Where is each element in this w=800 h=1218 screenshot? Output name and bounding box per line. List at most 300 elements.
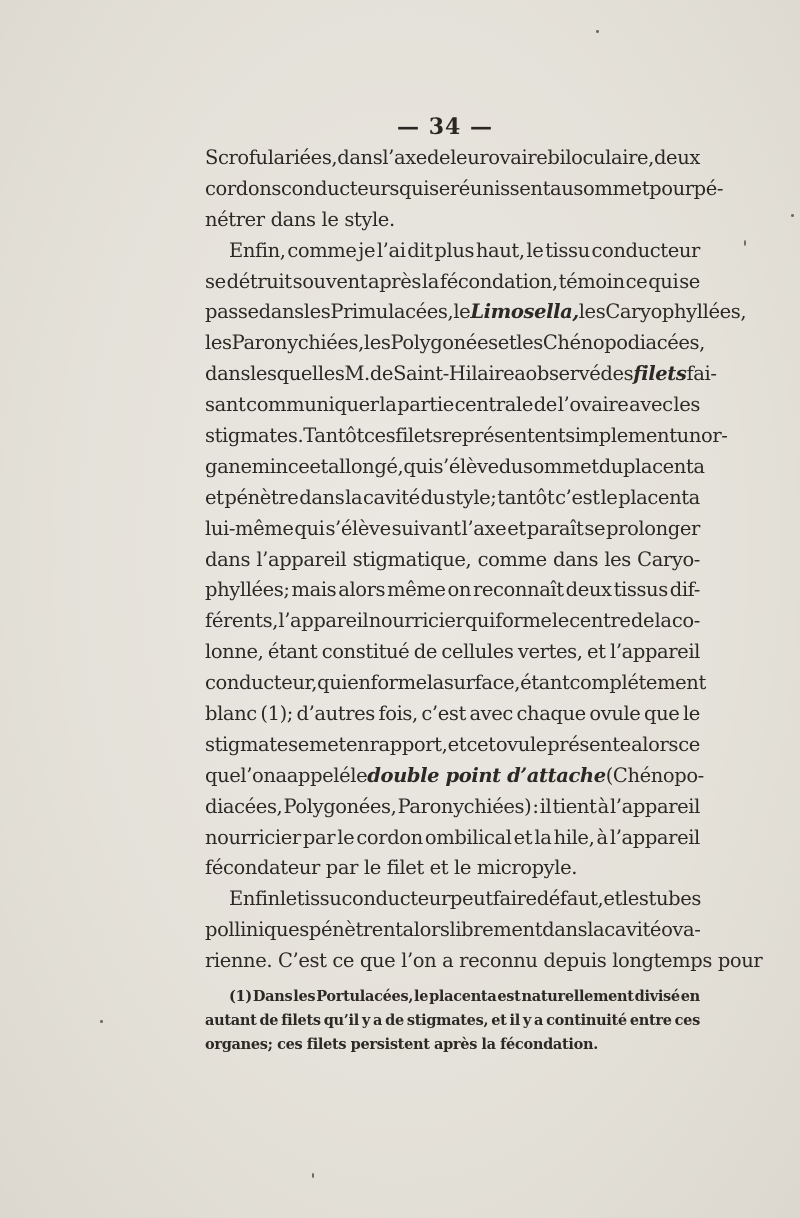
word: naturellement bbox=[521, 988, 634, 1005]
text-line bbox=[205, 328, 705, 359]
word: avec bbox=[469, 702, 513, 726]
word: l’ovaire bbox=[557, 393, 629, 417]
word: reconnaît bbox=[472, 578, 564, 602]
word: férents, bbox=[205, 609, 279, 633]
italic-term: filets bbox=[633, 362, 687, 386]
word: à bbox=[597, 794, 609, 818]
word: dit bbox=[407, 238, 433, 262]
word: appelé bbox=[286, 763, 351, 787]
word: alors bbox=[338, 578, 386, 602]
word: dans bbox=[542, 918, 588, 942]
text-line bbox=[205, 421, 728, 452]
word: c’est bbox=[421, 702, 466, 726]
word: et bbox=[491, 1012, 507, 1029]
word: et bbox=[587, 640, 606, 664]
word: chaque bbox=[516, 702, 586, 726]
word: Enfin, bbox=[229, 238, 286, 262]
word: Chénopodiacées, bbox=[542, 331, 705, 355]
word: stigmates, bbox=[406, 1012, 489, 1029]
text-line bbox=[205, 483, 700, 514]
word: stigmatique, bbox=[352, 547, 472, 571]
word: sommet bbox=[522, 454, 599, 478]
word: on bbox=[447, 578, 472, 602]
word: ce bbox=[678, 732, 700, 756]
word: forme bbox=[370, 671, 427, 695]
word: ces bbox=[363, 424, 396, 448]
word: biloculaire, bbox=[547, 146, 654, 169]
word: et bbox=[513, 825, 533, 849]
word: ovule bbox=[495, 732, 547, 756]
word: Caryo- bbox=[637, 547, 700, 571]
word: le bbox=[414, 988, 429, 1005]
word: s’élève bbox=[325, 516, 391, 540]
word: continuité bbox=[546, 1012, 627, 1029]
word: alors bbox=[402, 918, 450, 942]
word: et bbox=[309, 454, 328, 478]
word: la bbox=[345, 485, 363, 509]
word: le bbox=[682, 702, 700, 726]
word: longtemps bbox=[612, 949, 712, 973]
word: avec bbox=[629, 393, 673, 417]
word: la bbox=[587, 918, 605, 942]
word: en bbox=[680, 988, 700, 1005]
word: pénètrent bbox=[308, 918, 403, 942]
word: Scrofulariées, bbox=[205, 146, 338, 169]
word: tissu bbox=[296, 887, 342, 911]
word: centre bbox=[569, 609, 631, 633]
word: Portulacées, bbox=[316, 988, 414, 1005]
word: l’appareil bbox=[278, 609, 369, 633]
word: un bbox=[676, 424, 701, 448]
word: pé- bbox=[693, 176, 724, 200]
word: dans bbox=[205, 362, 251, 386]
word: Polygonées, bbox=[283, 794, 397, 818]
word: tantôt bbox=[497, 485, 555, 509]
word: le bbox=[337, 825, 355, 849]
word: est bbox=[497, 988, 521, 1005]
word: l’on bbox=[401, 949, 437, 973]
word: cavité bbox=[604, 918, 662, 942]
text-line bbox=[205, 915, 700, 946]
word: les bbox=[205, 331, 232, 355]
text-line bbox=[205, 174, 724, 205]
word: le bbox=[600, 485, 618, 509]
word: témoin bbox=[558, 269, 625, 293]
word: style; bbox=[445, 485, 497, 509]
word: pour bbox=[717, 949, 763, 973]
word: mince bbox=[251, 454, 310, 478]
word: stigmates. bbox=[205, 424, 304, 448]
word: a bbox=[534, 1012, 544, 1029]
word: placenta bbox=[622, 454, 705, 478]
paper-speck bbox=[791, 214, 794, 217]
word: de bbox=[426, 146, 451, 169]
word: suivant bbox=[391, 516, 461, 540]
word: que bbox=[205, 763, 241, 787]
text-line bbox=[205, 637, 700, 668]
word: le bbox=[526, 238, 544, 262]
word: autant bbox=[205, 1012, 257, 1029]
word: les bbox=[578, 300, 606, 324]
word: de bbox=[413, 640, 437, 664]
word: s’élève bbox=[433, 454, 499, 478]
word: dans bbox=[553, 547, 599, 571]
word: et bbox=[603, 887, 622, 911]
text-line bbox=[205, 823, 700, 854]
word: paraît bbox=[526, 516, 584, 540]
word: l’on bbox=[240, 763, 276, 787]
word: étant bbox=[267, 640, 318, 664]
word: se bbox=[288, 732, 309, 756]
word: qui bbox=[648, 269, 679, 293]
text-line bbox=[205, 236, 700, 267]
word: lui-même bbox=[205, 516, 294, 540]
text-line bbox=[205, 730, 700, 761]
word: placenta bbox=[429, 988, 497, 1005]
word: le bbox=[321, 207, 339, 231]
word: et bbox=[497, 331, 517, 355]
word: nétrer bbox=[205, 207, 265, 231]
word: faire bbox=[492, 887, 537, 911]
word: les bbox=[673, 393, 700, 417]
word: partie bbox=[397, 393, 454, 417]
word: co- bbox=[671, 609, 700, 633]
word: conducteur, bbox=[205, 671, 318, 695]
word: placenta bbox=[618, 485, 700, 509]
word: observé bbox=[525, 362, 601, 386]
word: or- bbox=[700, 424, 728, 448]
paper-speck bbox=[596, 30, 599, 33]
word: se bbox=[584, 516, 606, 540]
word: centrale bbox=[454, 393, 533, 417]
word: comme bbox=[287, 238, 357, 262]
word: cordons bbox=[205, 176, 281, 200]
italic-term: Limosella, bbox=[470, 300, 579, 324]
word: du bbox=[498, 454, 523, 478]
word: deux bbox=[653, 146, 700, 169]
word: de bbox=[369, 362, 394, 386]
word: je bbox=[358, 238, 376, 262]
word: Paronychiées, bbox=[231, 331, 364, 355]
word: par bbox=[325, 856, 359, 880]
word: se bbox=[679, 269, 700, 293]
word: organes; bbox=[205, 1036, 273, 1053]
paper-speck bbox=[312, 1173, 314, 1178]
word: qui bbox=[464, 609, 495, 633]
word: Enfin bbox=[229, 887, 280, 911]
text-line bbox=[205, 575, 700, 606]
word: prolonger bbox=[606, 516, 700, 540]
word: reconnu bbox=[459, 949, 538, 973]
word: de bbox=[259, 1012, 279, 1029]
word: même bbox=[387, 578, 446, 602]
text-line bbox=[205, 853, 700, 884]
text-line bbox=[205, 205, 700, 236]
word: rienne. bbox=[205, 949, 273, 973]
word: de bbox=[385, 1012, 404, 1029]
word: l’ai bbox=[376, 238, 406, 262]
word: constitué bbox=[321, 640, 410, 664]
word: fai- bbox=[686, 362, 717, 386]
word: vertes, bbox=[517, 640, 583, 664]
word: diacées, bbox=[205, 794, 283, 818]
word: la bbox=[426, 671, 444, 695]
word: souvent bbox=[292, 269, 368, 293]
word: pour bbox=[649, 176, 694, 200]
word: cordon bbox=[356, 825, 423, 849]
word: dans bbox=[270, 207, 316, 231]
word: l’axe bbox=[382, 146, 427, 169]
word: des bbox=[600, 362, 634, 386]
word: la bbox=[481, 1036, 496, 1053]
word: filets bbox=[395, 424, 442, 448]
word: qui bbox=[399, 176, 430, 200]
word: le bbox=[363, 856, 381, 880]
word: y bbox=[522, 1012, 532, 1029]
word: filet bbox=[386, 856, 424, 880]
word: a bbox=[442, 949, 454, 973]
word: filets bbox=[281, 1012, 321, 1029]
word: et bbox=[429, 856, 449, 880]
word: hile, bbox=[553, 825, 595, 849]
word: étant bbox=[520, 671, 570, 695]
word: simplement bbox=[565, 424, 677, 448]
word: a bbox=[514, 362, 526, 386]
word: cellules bbox=[441, 640, 514, 664]
word: complétement bbox=[569, 671, 706, 695]
word: dif- bbox=[669, 578, 700, 602]
word: le bbox=[454, 856, 472, 880]
word: (1); bbox=[260, 702, 293, 726]
word: filets bbox=[306, 1036, 347, 1053]
word: la bbox=[654, 609, 672, 633]
word: sant bbox=[205, 393, 246, 417]
text-line bbox=[205, 359, 717, 390]
word: les bbox=[293, 988, 316, 1005]
text-line bbox=[205, 267, 700, 298]
footnote bbox=[205, 985, 700, 1057]
word: polliniques bbox=[205, 918, 309, 942]
word: ovule bbox=[589, 702, 641, 726]
word: qui bbox=[403, 454, 434, 478]
word: Paronychiées) bbox=[397, 794, 532, 818]
word: qui bbox=[294, 516, 325, 540]
word: l’appareil bbox=[609, 825, 700, 849]
word: défaut, bbox=[536, 887, 604, 911]
word: les bbox=[604, 547, 631, 571]
word: se bbox=[429, 176, 450, 200]
word: conducteurs bbox=[280, 176, 400, 200]
word: fécondation. bbox=[500, 1036, 598, 1053]
word: détruit bbox=[226, 269, 292, 293]
word: surface, bbox=[443, 671, 521, 695]
word: (Chénopo- bbox=[605, 763, 704, 787]
word: en bbox=[346, 732, 370, 756]
word: ombilical bbox=[424, 825, 512, 849]
word: il bbox=[509, 1012, 520, 1029]
word: il bbox=[539, 794, 552, 818]
text-line bbox=[205, 792, 700, 823]
word: fécondation, bbox=[439, 269, 558, 293]
word: ces bbox=[277, 1036, 303, 1053]
word: que bbox=[359, 949, 396, 973]
word: que bbox=[644, 702, 680, 726]
word: cavité bbox=[363, 485, 420, 509]
word: depuis bbox=[543, 949, 607, 973]
word: se bbox=[205, 269, 226, 293]
word: du bbox=[598, 454, 623, 478]
word: représentent bbox=[441, 424, 566, 448]
word: librement bbox=[449, 918, 543, 942]
word: après bbox=[434, 1036, 478, 1053]
word: persistent bbox=[350, 1036, 430, 1053]
word: en bbox=[347, 671, 371, 695]
word: ce bbox=[332, 949, 355, 973]
word: qu’il bbox=[323, 1012, 359, 1029]
word: comme bbox=[477, 547, 547, 571]
text-line bbox=[205, 699, 700, 730]
word: de bbox=[630, 609, 655, 633]
body-text bbox=[205, 143, 763, 977]
word: gane bbox=[205, 454, 252, 478]
text-line bbox=[205, 143, 700, 174]
word: haut, bbox=[475, 238, 525, 262]
word: entre bbox=[629, 1012, 672, 1029]
word: communiquer bbox=[246, 393, 379, 417]
word: qui bbox=[317, 671, 348, 695]
word: Primulacées, bbox=[330, 300, 454, 324]
word: l’appareil bbox=[609, 794, 700, 818]
italic-term: double point d’attache bbox=[367, 763, 606, 787]
text-line bbox=[205, 884, 700, 915]
text-line bbox=[205, 390, 700, 421]
word: tissus bbox=[613, 578, 668, 602]
word: nourricier bbox=[205, 825, 301, 849]
word: Dans bbox=[252, 988, 293, 1005]
footnote-line bbox=[205, 985, 700, 1009]
word: peut bbox=[449, 887, 493, 911]
word: et bbox=[507, 516, 526, 540]
word: tubes bbox=[648, 887, 701, 911]
word: l’appareil bbox=[610, 640, 700, 664]
word: leur bbox=[450, 146, 489, 169]
word: les bbox=[621, 887, 649, 911]
word: Caryophyllées, bbox=[605, 300, 747, 324]
text-line bbox=[205, 545, 700, 576]
word: micropyle. bbox=[476, 856, 578, 880]
word: conducteur bbox=[341, 887, 450, 911]
word: a bbox=[275, 763, 287, 787]
word: du bbox=[420, 485, 445, 509]
word: les bbox=[303, 300, 331, 324]
word: passe bbox=[205, 300, 259, 324]
text-line bbox=[205, 452, 705, 483]
word: Polygonées bbox=[390, 331, 498, 355]
word: C’est bbox=[278, 949, 327, 973]
word: tient bbox=[552, 794, 597, 818]
text-line bbox=[205, 761, 704, 792]
word: d’autres bbox=[296, 702, 375, 726]
page-number: — 34 — bbox=[397, 114, 493, 140]
word: Tantôt bbox=[303, 424, 364, 448]
word: a bbox=[373, 1012, 383, 1029]
word: et bbox=[447, 732, 467, 756]
word: et bbox=[205, 485, 224, 509]
word: alors bbox=[631, 732, 679, 756]
word: nourricier bbox=[368, 609, 465, 633]
word: style. bbox=[344, 207, 395, 231]
word: deux bbox=[565, 578, 612, 602]
word: de bbox=[533, 393, 557, 417]
word: lonne, bbox=[205, 640, 264, 664]
word: y bbox=[361, 1012, 371, 1029]
word: dans bbox=[205, 547, 251, 571]
word: fécondateur bbox=[205, 856, 320, 880]
word: : bbox=[532, 794, 539, 818]
word: après bbox=[368, 269, 421, 293]
word: Saint-Hilaire bbox=[393, 362, 515, 386]
paper-speck bbox=[100, 1020, 103, 1023]
text-line bbox=[205, 606, 700, 637]
word: sommet bbox=[573, 176, 650, 200]
word: le bbox=[453, 300, 471, 324]
word: (1) bbox=[229, 988, 252, 1005]
word: le bbox=[350, 763, 368, 787]
word: le bbox=[279, 887, 297, 911]
word: lesquelles bbox=[250, 362, 345, 386]
word: la bbox=[379, 393, 397, 417]
word: à bbox=[596, 825, 608, 849]
footnote-line bbox=[205, 1033, 700, 1057]
word: c’est bbox=[555, 485, 600, 509]
word: fois, bbox=[378, 702, 418, 726]
word: l’appareil bbox=[256, 547, 347, 571]
word: la bbox=[534, 825, 552, 849]
word: dans bbox=[337, 146, 383, 169]
word: l’axe bbox=[461, 516, 507, 540]
word: ovaire bbox=[488, 146, 548, 169]
word: stigmate bbox=[205, 732, 288, 756]
word: ce bbox=[625, 269, 648, 293]
word: met bbox=[309, 732, 346, 756]
word: dans bbox=[299, 485, 345, 509]
word: rapport, bbox=[369, 732, 448, 756]
word: ces bbox=[674, 1012, 700, 1029]
word: conducteur bbox=[591, 238, 700, 262]
word: pénètre bbox=[224, 485, 299, 509]
word: forme bbox=[495, 609, 552, 633]
paper-speck bbox=[744, 240, 746, 246]
word: la bbox=[421, 269, 439, 293]
word: plus bbox=[434, 238, 475, 262]
footnote-line bbox=[205, 1009, 700, 1033]
word: allongé, bbox=[327, 454, 404, 478]
word: divisé bbox=[634, 988, 680, 1005]
word: réunissent bbox=[449, 176, 551, 200]
text-line bbox=[205, 514, 700, 545]
word: dans bbox=[258, 300, 304, 324]
text-line bbox=[205, 668, 706, 699]
word: ova- bbox=[661, 918, 701, 942]
word: tissu bbox=[545, 238, 590, 262]
word: phyllées; bbox=[205, 578, 290, 602]
word: les bbox=[516, 331, 543, 355]
word: présente bbox=[547, 732, 631, 756]
word: le bbox=[551, 609, 569, 633]
text-line bbox=[205, 946, 763, 977]
word: blanc bbox=[205, 702, 257, 726]
word: mais bbox=[291, 578, 337, 602]
